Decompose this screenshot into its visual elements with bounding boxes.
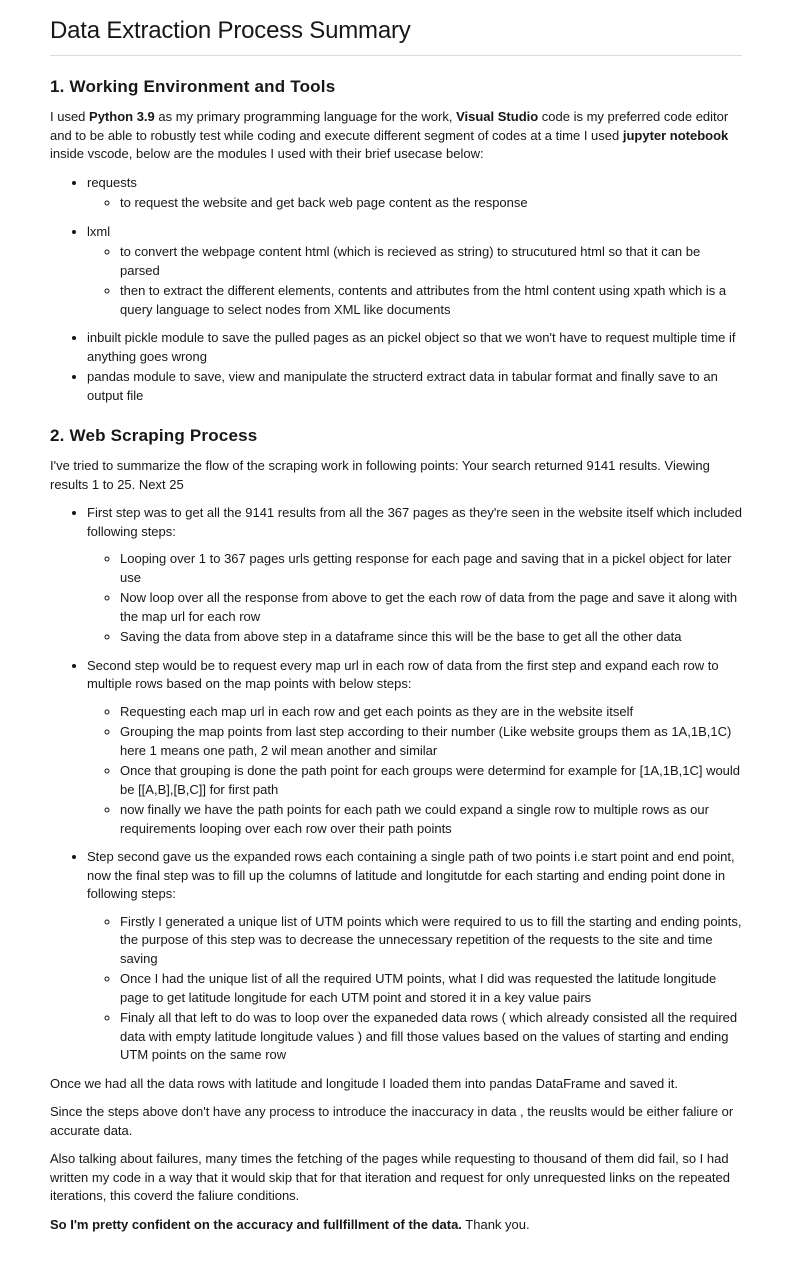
module-detail-list [87, 194, 742, 213]
substep-list [87, 913, 742, 1065]
module-detail: ◦ to request the website and get back web page content as the response [120, 194, 742, 213]
section-2-intro-paragraph: I've tried to summarize the flow of the scraping work in following points: Your search returned 9141 results. Viewing results 1 to 25. Next 25 [50, 458, 710, 492]
module-name: lxml [87, 223, 111, 239]
visual-studio-bold: Visual Studio [456, 109, 539, 124]
module-item-requests [87, 174, 742, 213]
section-1-intro-paragraph [50, 108, 742, 164]
modules-list [50, 174, 742, 406]
step-lead: • Second step would be to request every map url in each row of data from the first step and expand each row to multiple rows based on the map points with below steps: [87, 657, 719, 691]
final-note-paragraph [50, 1216, 742, 1235]
step-item-third [87, 848, 742, 1065]
substep-item: ◦ Once that grouping is done the path point for each groups were determind for example for [1A,1B,1C] would be [[A,B],[B,C]] for first path [120, 762, 742, 799]
substep-list [87, 703, 742, 839]
intro-text: code is my preferred code editor and to be able to robustly test while coding and execute different segment of codes at a time I used [50, 109, 729, 143]
section-2-heading: 2. Web Scraping Process [50, 426, 258, 445]
intro-text: I used [50, 109, 90, 124]
scraping-steps-list [50, 504, 742, 1065]
closing-paragraph-accuracy: Since the steps above don't have any process to introduce the inaccuracy in data , the reuslts would be either faliure or accurate data. [50, 1104, 734, 1138]
closing-paragraph-failures: Also talking about failures, many times the fetching of the pages while requesting to thousand of them did fail, so I had written my code in a way that it would skip that for that iteration and request for only unrequested links on the repeated iterations, this coverd the faliure conditions. [50, 1151, 730, 1203]
module-item-pickle: • inbuilt pickle module to save the pulled pages as an pickel object so that we won't have to request multiple time if anything goes wrong [87, 329, 742, 366]
step-lead: • First step was to get all the 9141 results from all the 367 pages as they're seen in the website itself which included following steps: [87, 505, 743, 539]
substep-item: ◦ Saving the data from above step in a dataframe since this will be the base to get all the other data [120, 628, 742, 647]
substep-item: ◦ Now loop over all the response from above to get the each row of data from the page and save it along with the map url for each row [120, 589, 742, 626]
module-detail: ◦ then to extract the different elements, contents and attributes from the html content using xpath which is a query language to select nodes from XML like documents [120, 282, 742, 319]
closing-paragraph-dataframe: Once we had all the data rows with latitude and longitude I loaded them into pandas DataFrame and saved it. [50, 1075, 678, 1091]
final-note-thanks: Thank you. [461, 1216, 530, 1232]
step-item-second [87, 657, 742, 839]
section-working-environment [50, 76, 742, 405]
intro-text: as my primary programming language for the work, [154, 109, 457, 124]
step-item-first [87, 504, 742, 647]
intro-text: inside vscode, below are the modules I used with their brief usecase below: [50, 146, 484, 161]
substep-item: ◦ Once I had the unique list of all the required UTM points, what I did was requested the latitude longitude page to get latitude longitude for each UTM point and stored it in a key value pairs [120, 970, 742, 1007]
page-title: Data Extraction Process Summary [50, 14, 742, 56]
jupyter-notebook-bold: jupyter notebook [622, 127, 729, 143]
module-detail: ◦ to convert the webpage content html (which is recieved as string) to strucutured html so that it can be parsed [120, 243, 742, 280]
substep-list [87, 550, 742, 647]
final-note-bold: So I'm pretty confident on the accuracy and fullfillment of the data. [50, 1216, 462, 1232]
substep-item: ◦ Looping over 1 to 367 pages urls getting response for each page and saving that in a pickel object for later use [120, 550, 742, 587]
substep-item: ◦ now finally we have the path points for each path we could expand a single row to multiple rows as our requirements looping over each row over their path points [120, 801, 742, 838]
substep-item: ◦ Grouping the map points from last step according to their number (Like website groups them as 1A,1B,1C) here 1 means one path, 2 wil mean another and similar [120, 723, 742, 760]
python-version-bold: Python 3.9 [89, 109, 155, 124]
substep-item: ◦ Requesting each map url in each row and get each points as they are in the website itself [120, 703, 742, 722]
module-item-lxml [87, 223, 742, 320]
substep-item: ◦ Finaly all that left to do was to loop over the expaneded data rows ( which already consisted all the required data with empty latitude longitude values ) and fill those values based on the values of starting and ending UTM points on the same row [120, 1009, 742, 1065]
module-name: requests [87, 174, 137, 190]
section-web-scraping [50, 425, 742, 1234]
module-item-pandas: • pandas module to save, view and manipulate the structerd extract data in tabular format and finally save to an output file [87, 368, 742, 405]
step-lead: • Step second gave us the expanded rows each containing a single path of two points i.e start point and end point, now the final step was to fill up the columns of latitude and longitutde for each starting and ending point done in following steps: [87, 849, 735, 901]
substep-item: ◦ Firstly I generated a unique list of UTM points which were required to us to fill the starting and ending points, the purpose of this step was to decrease the unnecessary repetition of the requests to the site and time saving [120, 913, 742, 969]
section-1-heading: 1. Working Environment and Tools [50, 77, 336, 96]
module-detail-list [87, 243, 742, 319]
